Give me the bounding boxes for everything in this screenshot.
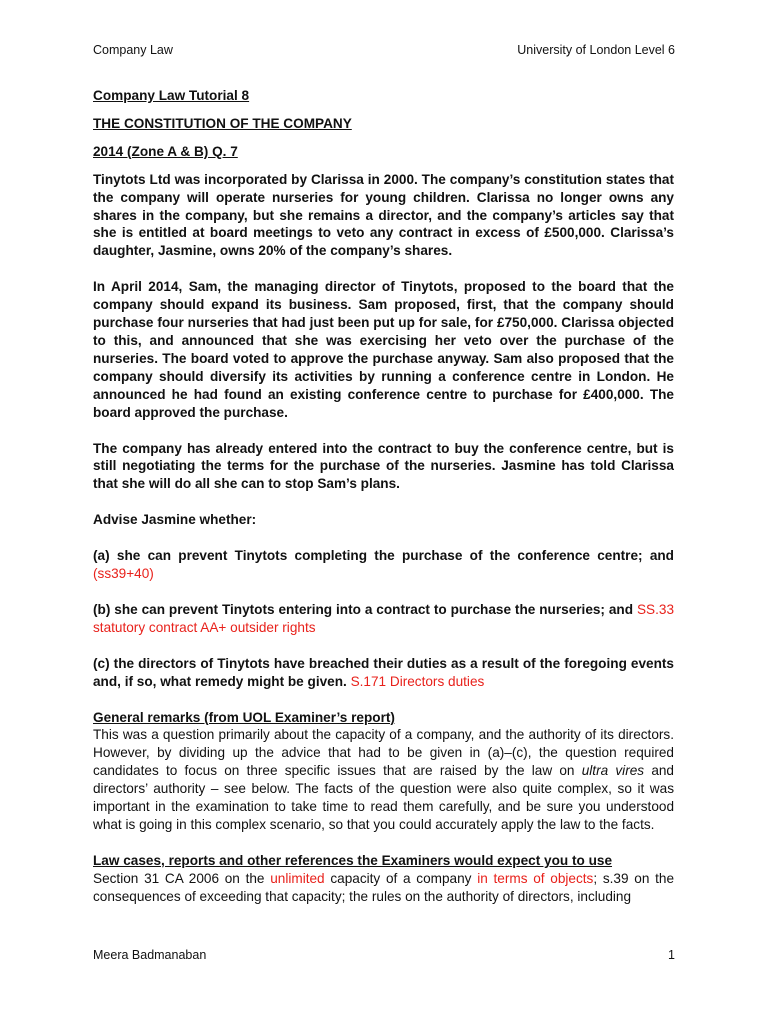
law-cases-text: [93, 870, 674, 906]
advise-line: Advise Jasmine whether:: [93, 512, 257, 528]
question-paragraph-3: The company has already entered into the contract to buy the conference centre, but is still negotiating the terms for the purchase of the nurseries. Jasmine has told Clarissa that she will do all she can to stop Sam’s plans.: [93, 440, 674, 492]
part-c: [93, 655, 674, 691]
tutorial-title: Company Law Tutorial 8: [93, 88, 250, 103]
page-footer: [93, 948, 675, 962]
part-c-text: (c) the directors of Tinytots have breached their duties as a result of the foregoing events and, if so, what remedy might be given.: [93, 655, 674, 689]
law-cases-text-part-2: capacity of a company: [330, 870, 472, 886]
question-paragraph-1: Tinytots Ltd was incorporated by Clarissa in 2000. The company’s constitution states that the company will operate nurseries for young children. Clarissa no longer owns any shares in the company, but she remains a director, and the company’s articles say that she is entitled at board meetings to veto any contract in excess of £500,000. Clarissa’s daughter, Jasmine, owns 20% of the company’s shares.: [93, 171, 674, 259]
document-body: [93, 87, 674, 906]
general-remarks-text-part-2: and directors’ authority – see below. The facts of the question were also quite complex, so it was important in the examination to take time to read them carefully, and be sure you understood what is going in this complex scenario, so that you could accurately apply the law to the facts.: [93, 763, 674, 832]
question-paragraph-2: In April 2014, Sam, the managing director of Tinytots, proposed to the board that the company should expand its business. Sam proposed, first, that the company should purchase four nurseries that had just been put up for sale, for £750,000. Clarissa objected to this, and announced that she was exercising her veto over the purchase of the nurseries. The board voted to approve the purchase anyway. Sam also proposed that the company should diversify its activities by running a conference centre in London. He announced he had found an existing conference centre to purchase for £400,000. The board approved the purchase.: [93, 279, 674, 420]
part-a: [93, 547, 674, 583]
part-a-text: (a) she can prevent Tinytots completing the purchase of the conference centre; and: [93, 548, 674, 564]
law-cases-text-part-3: ; s.39 on the consequences of exceeding that capacity; the rules on the authority of directors, including: [93, 870, 675, 904]
unlimited-annotation: unlimited: [270, 870, 325, 886]
law-cases-text-part-1: Section 31 CA 2006 on the: [93, 870, 265, 886]
footer-author: Meera Badmanaban: [93, 948, 207, 962]
question-reference: 2014 (Zone A & B) Q. 7: [93, 143, 238, 159]
law-cases-heading: Law cases, reports and other references the Examiners would expect you to use: [93, 852, 613, 868]
header-institution: University of London Level 6: [517, 43, 675, 57]
general-remarks-text: [93, 726, 674, 833]
page-header: [93, 43, 675, 57]
part-a-annotation: (ss39+40): [93, 566, 154, 582]
header-course: Company Law: [93, 43, 173, 57]
objects-annotation: in terms of objects: [477, 870, 594, 886]
topic-heading: THE CONSTITUTION OF THE COMPANY: [93, 115, 352, 131]
part-b-annotation: SS.33 statutory contract AA+ outsider rights: [93, 601, 674, 635]
general-remarks-text-part-1: This was a question primarily about the capacity of a company, and the authority of its directors. However, by dividing up the advice that had to be given in (a)–(c), the question required candidates to focus on three specific issues that are raised by the law on: [93, 727, 674, 779]
part-b-text: (b) she can prevent Tinytots entering into a contract to purchase the nurseries; and: [93, 601, 634, 617]
ultra-vires-term: ultra vires: [581, 763, 645, 779]
general-remarks-heading: General remarks (from UOL Examiner’s report): [93, 709, 395, 725]
part-c-annotation: S.171 Directors duties: [350, 673, 485, 689]
page-number: 1: [668, 948, 675, 962]
part-b: [93, 601, 674, 637]
